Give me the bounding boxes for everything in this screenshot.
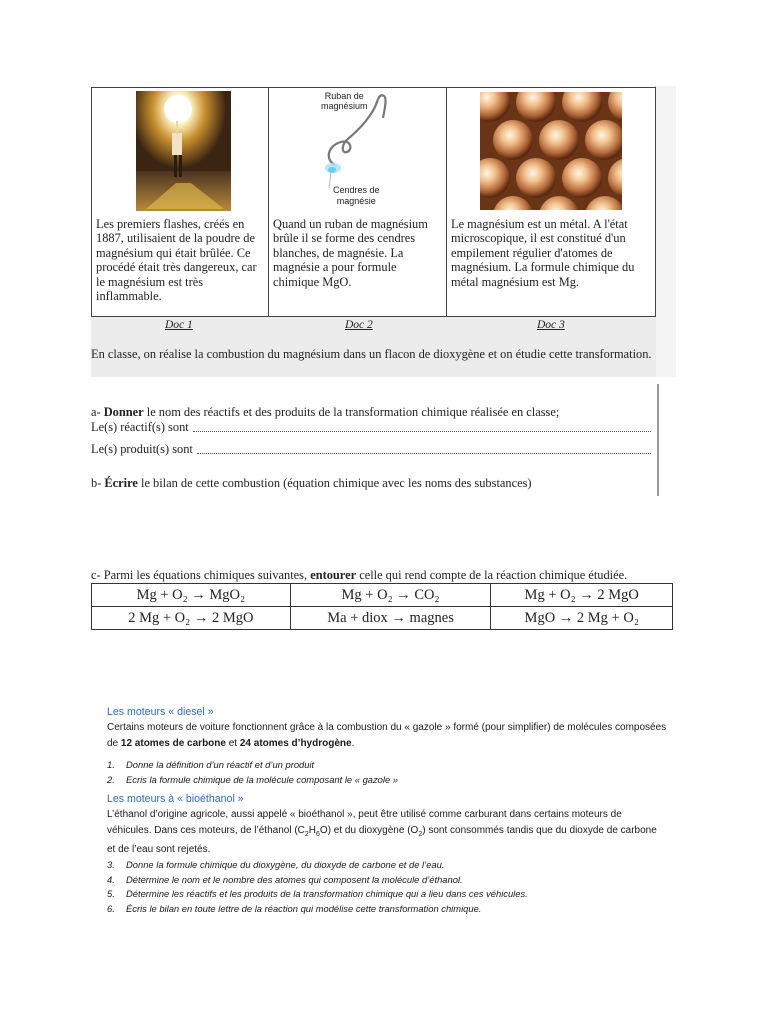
equation-cell[interactable]: 2 Mg + O₂ → 2 MgO: [92, 607, 291, 630]
bioethanol-questions: [107, 858, 667, 917]
equation-cell[interactable]: Mg + O₂ → MgO₂: [92, 584, 291, 607]
flash-photo-image: [136, 91, 231, 211]
page-edge-shadow: [655, 86, 676, 377]
equation-cell[interactable]: MgO → 2 Mg + O₂: [491, 607, 673, 630]
reactants-answer-line[interactable]: [193, 420, 651, 432]
products-answer-line[interactable]: [197, 442, 651, 454]
question-a: a- Donner le nom des réactifs et des produits de la transformation chimique réalisée en classe;: [91, 405, 560, 419]
intro-text: En classe, on réalise la combustion du magnésium dans un flacon de dioxygène et on étudie cette transformation.: [91, 347, 652, 361]
list-item: 6. Écris le bilan en toute lettre de la réaction qui modélise cette transformation chimique.: [107, 903, 482, 915]
atom-stack-image: [480, 92, 622, 210]
bioethanol-section-title: Les moteurs à « bioéthanol »: [107, 793, 244, 805]
equation-cell[interactable]: Ma + diox → magnes: [290, 607, 491, 630]
diesel-paragraph: Certains moteurs de voiture fonctionnent grâce à la combustion du « gazole » formé (pour simplifier) de molécules composées de 12 atomes de carbone et 24 atomes d’hydrogène.: [107, 722, 667, 749]
doc2-text: Quand un ruban de magnésium brûle il se forme des cendres blanches, de magnésie. La magnésie a pour formule chimique MgO.: [273, 217, 428, 289]
equations-table: [91, 583, 673, 630]
doc2-label: Doc 2: [345, 319, 373, 331]
ash-label: Cendres de magnésie: [333, 185, 380, 206]
list-item: 4. Détermine le nom et le nombre des atomes qui composent la molécule d’éthanol.: [107, 873, 463, 885]
doc1-cell: [91, 87, 269, 317]
list-item: 1. Donne la définition d’un réactif et d’un produit: [107, 759, 315, 770]
doc3-label: Doc 3: [537, 319, 565, 331]
reactants-line: Le(s) réactif(s) sont: [91, 420, 651, 435]
doc1-label: Doc 1: [165, 319, 193, 331]
doc3-cell: [447, 87, 656, 317]
equation-cell[interactable]: Mg + O₂ → 2 MgO: [491, 584, 673, 607]
question-c-verb: entourer: [310, 568, 357, 582]
documents-panel: [91, 87, 656, 377]
doc1-text: Les premiers flashes, créés en 1887, utilisaient de la poudre de magnésium qui était brûlée. Ce procédé était très dangereux, car le magnésium est très inflammable.: [96, 217, 257, 304]
question-a-verb: Donner: [103, 405, 144, 419]
question-b: b- Écrire le bilan de cette combustion (équation chimique avec les noms des substances): [91, 476, 532, 490]
equation-cell[interactable]: Mg + O₂ → CO₂: [290, 584, 491, 607]
diesel-section-title: Les moteurs « diesel »: [107, 706, 214, 718]
bioethanol-paragraph: L’éthanol d’origine agricole, aussi appelé « bioéthanol », peut être utilisé comme carburant dans certains moteurs de véhicules. Dans ces moteurs, de l’éthanol $(C_2H_6O)$ et du dioxygène $(O_2)$ sont consommés tandis que du dioxyde de carbone et de l’eau sont rejetés.: [107, 809, 657, 855]
doc2-cell: [269, 87, 447, 317]
products-line: Le(s) produit(s) sont: [91, 442, 651, 457]
list-item: 3. Donne la formule chimique du dioxygène, du dioxyde de carbone et de l’eau.: [107, 859, 445, 870]
ribbon-label: Ruban de magnésium: [321, 91, 368, 111]
question-b-verb: Écrire: [104, 476, 138, 490]
margin-line: [657, 384, 659, 496]
table-row: [92, 584, 673, 607]
diesel-questions: [107, 758, 667, 787]
doc3-text: Le magnésium est un métal. A l'état microscopique, il est constitué d'un empilement régulier d'atomes de magnésium. La formule chimique du métal magnésium est Mg.: [451, 217, 635, 289]
list-item: 2. Ecris la formule chimique de la molécule composant le « gazole »: [107, 773, 399, 785]
list-item: 5. Détermine les réactifs et les produits de la transformation chimique qui a lieu dans ces véhicules.: [107, 888, 528, 900]
table-row: [92, 607, 673, 630]
question-c: c- Parmi les équations chimiques suivantes, entourer celle qui rend compte de la réaction chimique étudiée.: [91, 568, 628, 582]
